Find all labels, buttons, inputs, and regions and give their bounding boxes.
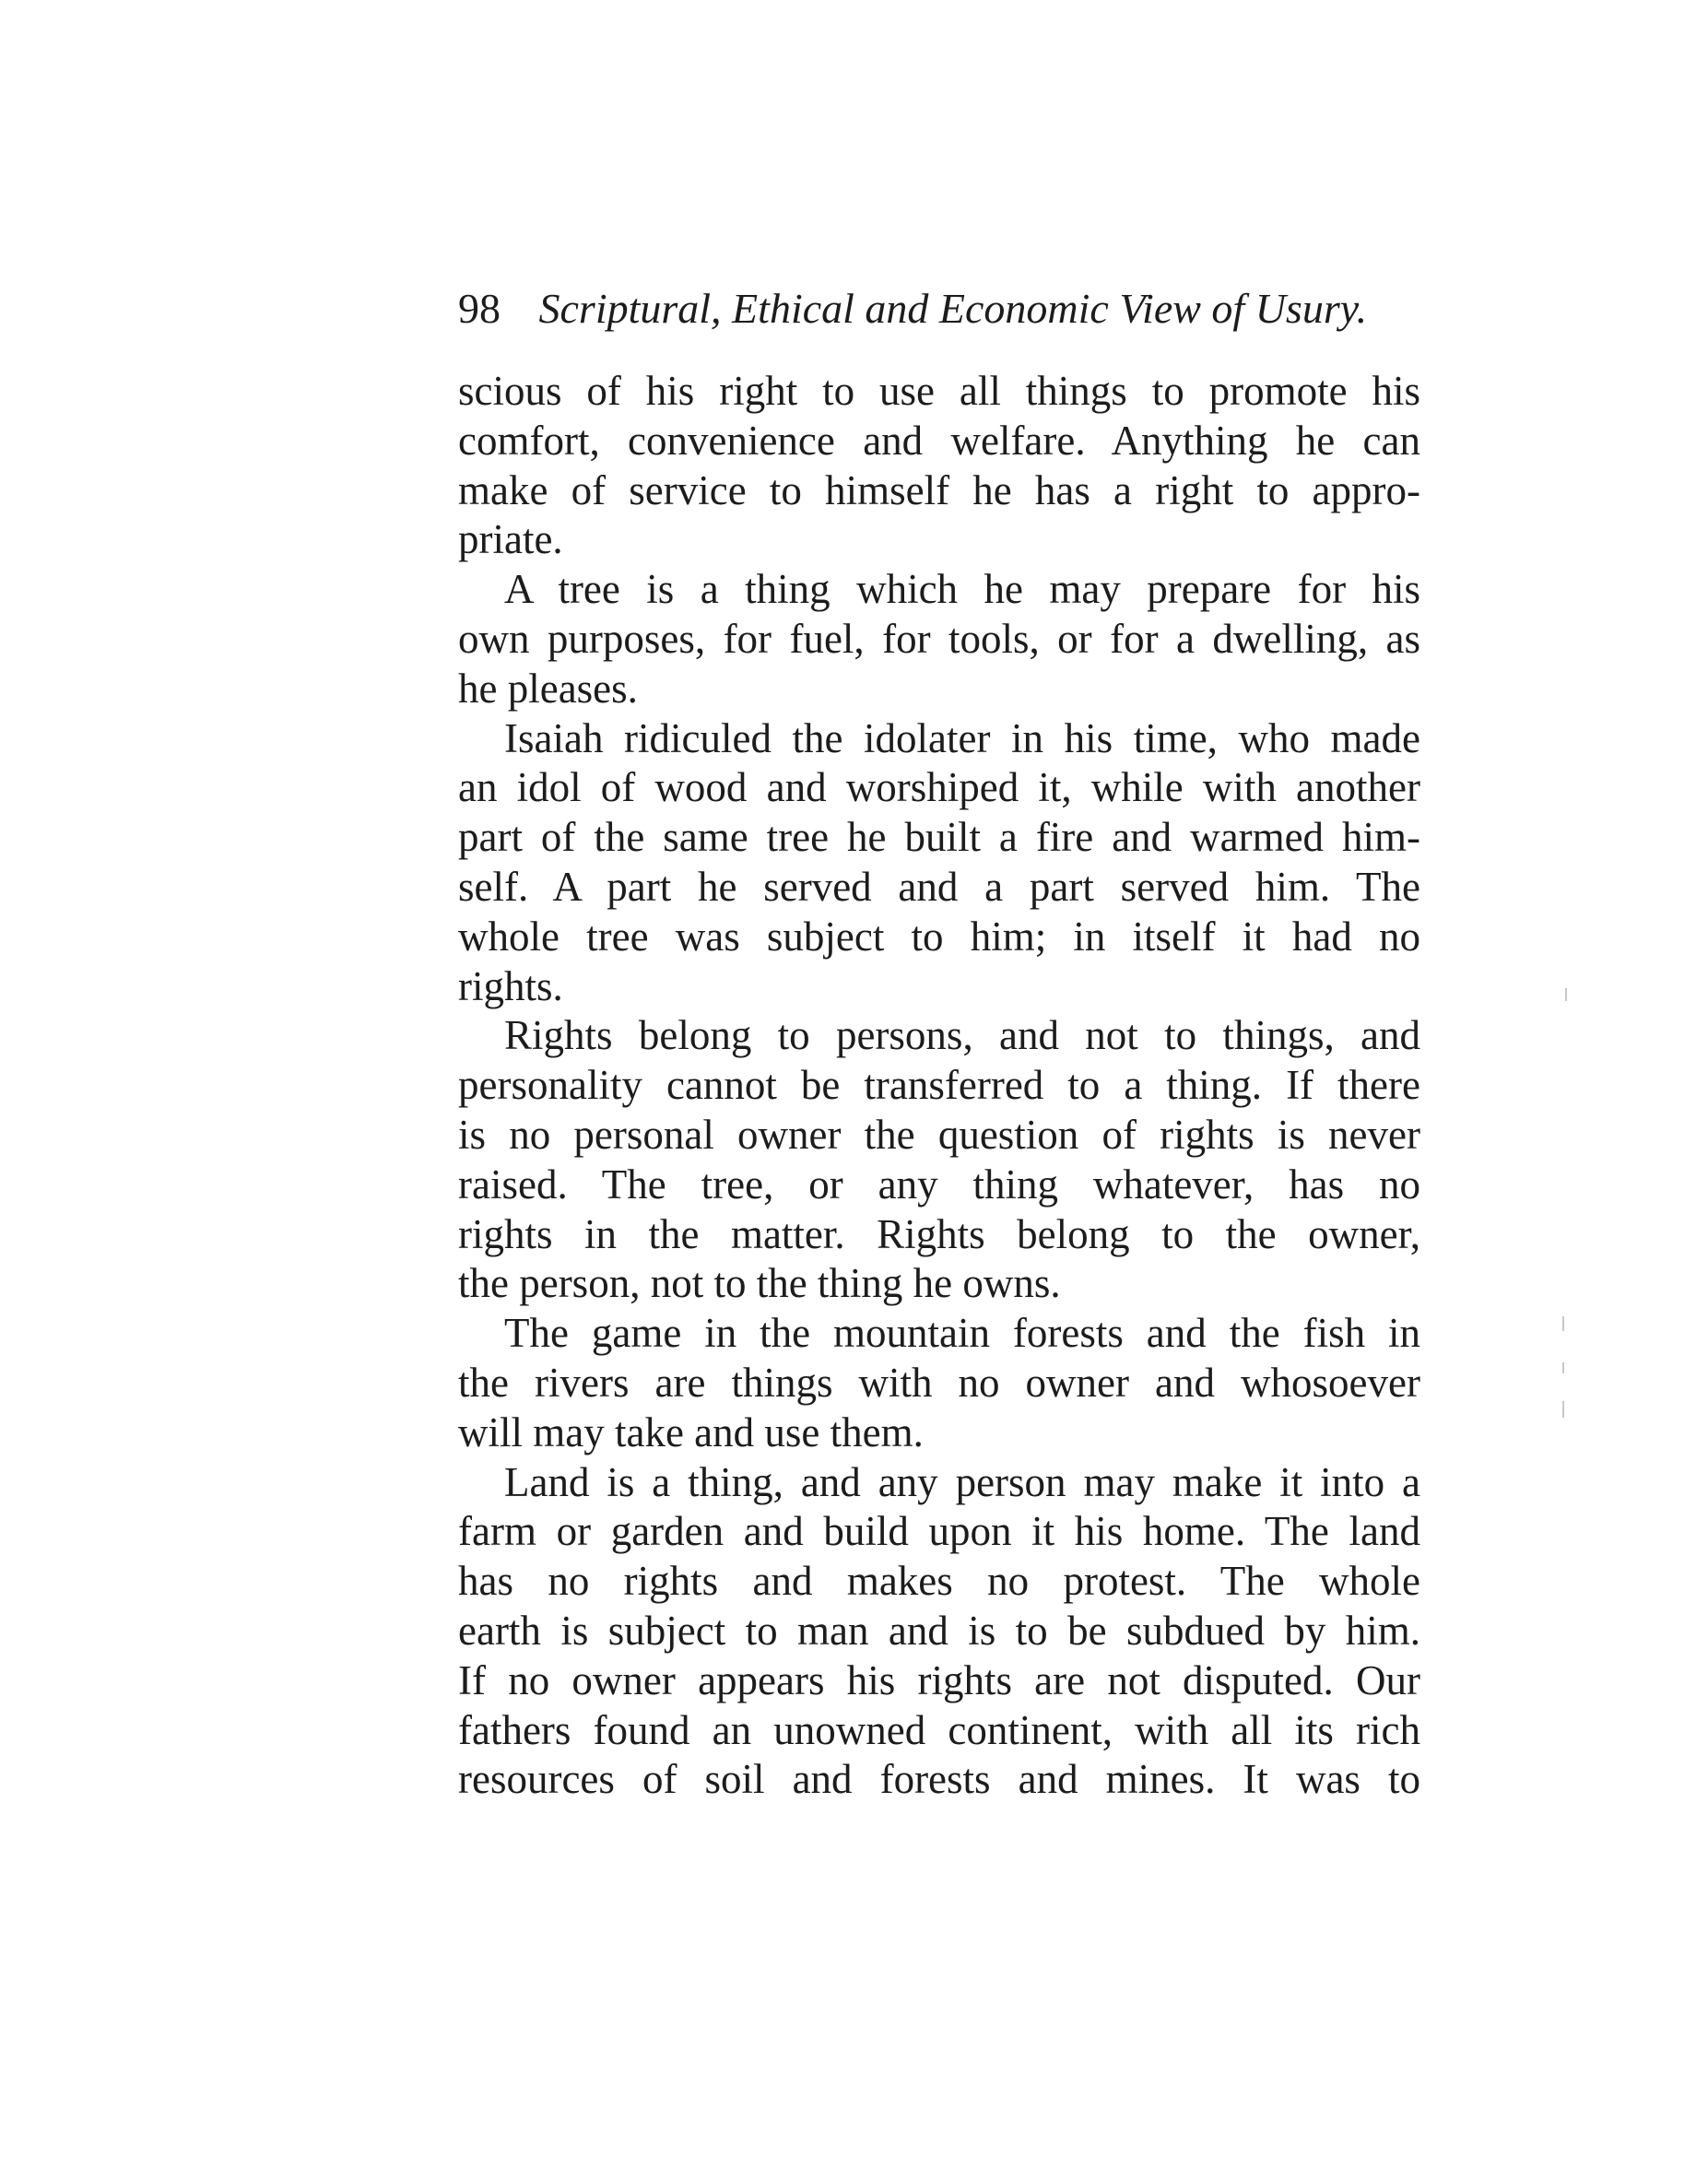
- scan-mark: [1562, 1316, 1564, 1331]
- page-header: [458, 277, 1420, 341]
- paragraph: [458, 1309, 1420, 1457]
- text-line: the person, not to the thing he owns.: [458, 1260, 1061, 1307]
- text-line: he pleases.: [458, 665, 638, 712]
- text-line: A tree is a thing which he may prepare for his: [504, 566, 1420, 613]
- text-line: rights.: [458, 962, 563, 1009]
- body-text: [458, 367, 1420, 1805]
- text-line: resources of soil and forests and mines. It was to: [458, 1756, 1420, 1803]
- text-line: whole tree was subject to him; in itself it had no: [458, 913, 1420, 960]
- scan-mark: [1562, 1362, 1564, 1373]
- scan-mark: [1562, 1401, 1564, 1418]
- page-number: 98: [458, 285, 501, 332]
- text-line: part of the same tree he built a fire and warmed him-: [458, 814, 1420, 861]
- scan-mark: [1565, 988, 1567, 1001]
- text-line: own purposes, for fuel, for tools, or for a dwelling, as: [458, 615, 1420, 662]
- text-line: has no rights and makes no protest. The whole: [458, 1558, 1420, 1605]
- text-line: rights in the matter. Rights belong to the owner,: [458, 1210, 1420, 1257]
- text-line: Land is a thing, and any person may make it into a: [504, 1458, 1420, 1505]
- text-line: the rivers are things with no owner and whosoever: [458, 1359, 1420, 1406]
- text-line: farm or garden and build upon it his home. The land: [458, 1508, 1420, 1555]
- text-line: an idol of wood and worshiped it, while with another: [458, 764, 1420, 811]
- text-line: Rights belong to persons, and not to things, and: [504, 1012, 1420, 1059]
- paragraph: [458, 714, 1420, 1012]
- text-line: earth is subject to man and is to be subdued by him.: [458, 1607, 1420, 1654]
- text-line: will may take and use them.: [458, 1408, 924, 1455]
- paragraph: [458, 1011, 1420, 1309]
- text-line: priate.: [458, 516, 563, 563]
- running-title: Scriptural, Ethical and Economic View of Usury.: [538, 285, 1368, 332]
- text-line: scious of his right to use all things to promote his: [458, 368, 1420, 414]
- paragraph: [458, 565, 1420, 713]
- paragraph: [458, 367, 1420, 565]
- paragraph: [458, 1458, 1420, 1806]
- text-line: make of service to himself he has a right to appro-: [458, 466, 1420, 513]
- text-line: is no personal owner the question of rights is never: [458, 1111, 1420, 1158]
- text-line: Isaiah ridiculed the idolater in his time, who made: [504, 714, 1420, 761]
- text-line: comfort, convenience and welfare. Anything he can: [458, 417, 1420, 464]
- text-line: personality cannot be transferred to a thing. If there: [458, 1062, 1420, 1109]
- text-line: fathers found an unowned continent, with all its rich: [458, 1706, 1420, 1753]
- text-line: self. A part he served and a part served him. The: [458, 863, 1420, 910]
- text-line: raised. The tree, or any thing whatever, has no: [458, 1161, 1420, 1208]
- text-line: If no owner appears his rights are not disputed. Our: [458, 1656, 1420, 1703]
- text-line: The game in the mountain forests and the fish in: [504, 1310, 1420, 1357]
